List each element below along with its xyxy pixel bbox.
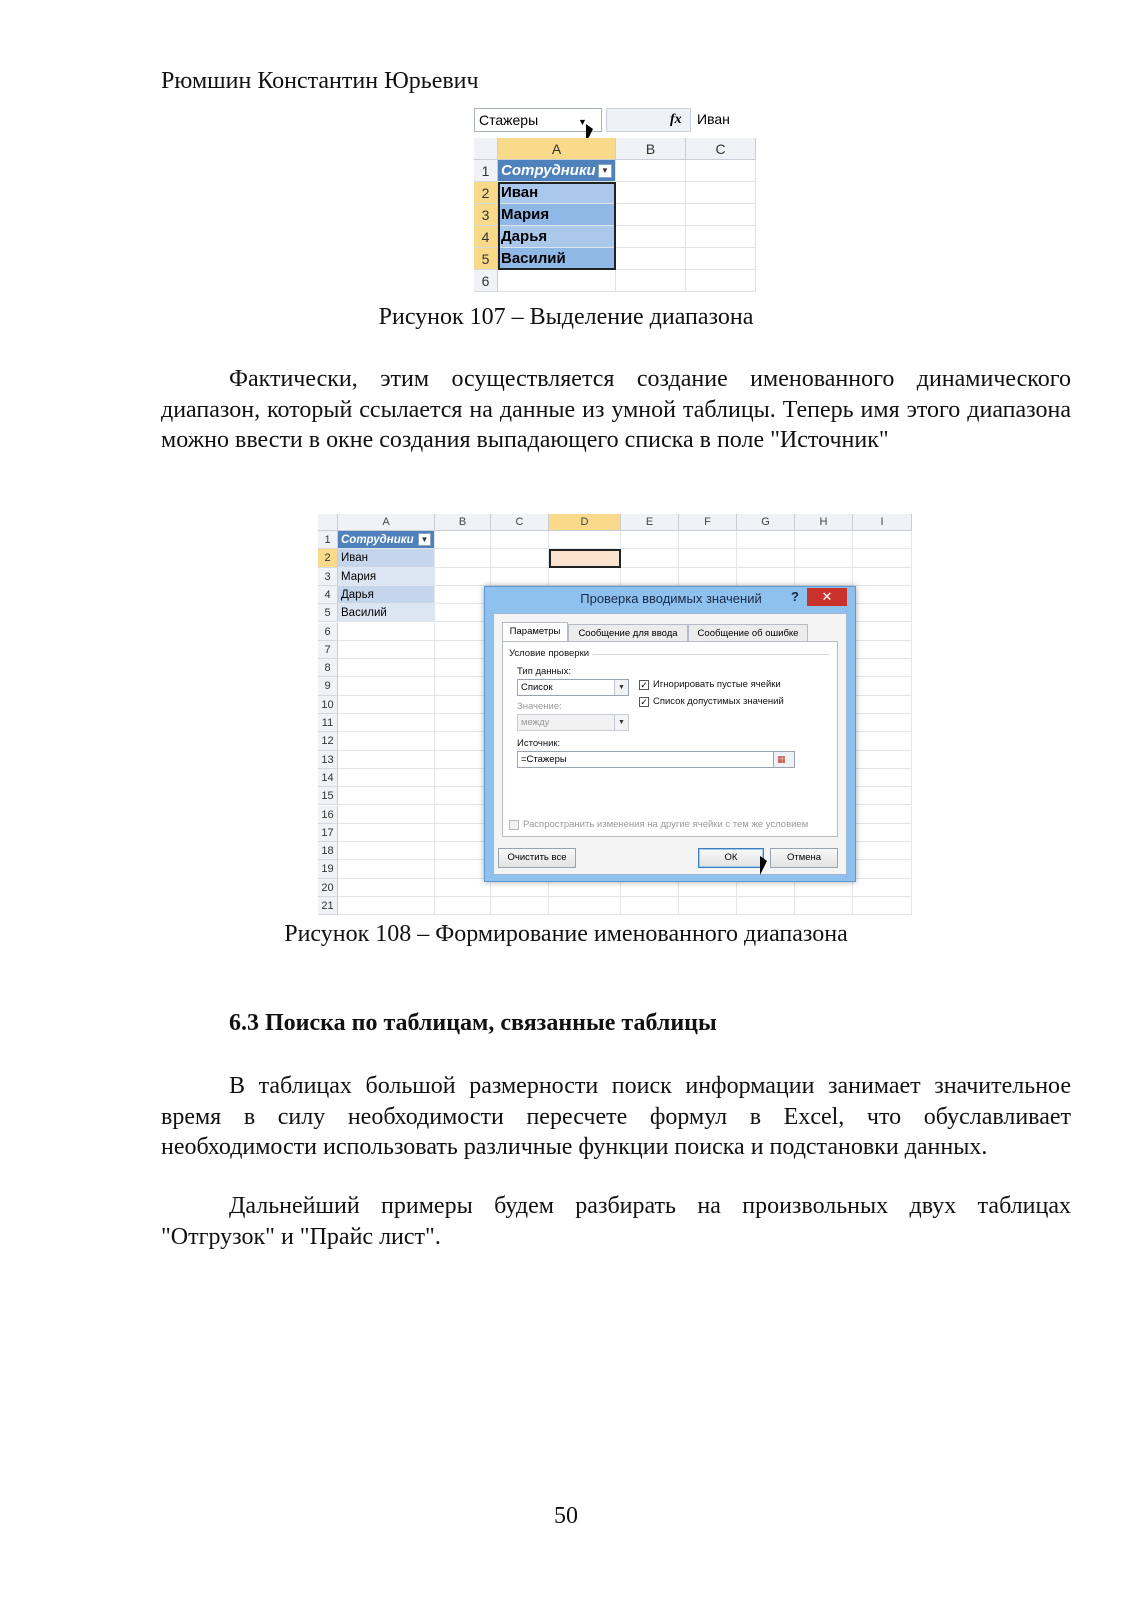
empty-cell[interactable] [435,751,491,769]
empty-cell[interactable] [853,677,912,695]
empty-cell[interactable] [853,787,912,805]
empty-cell[interactable] [435,714,491,732]
empty-cell[interactable] [491,549,549,567]
empty-cell[interactable] [795,549,853,567]
empty-cell[interactable] [338,842,435,860]
empty-cell[interactable] [616,204,686,226]
empty-cell[interactable] [338,677,435,695]
section-heading: 6.3 Поиска по таблицам, связанные таблицы [229,1010,717,1036]
empty-cell[interactable] [621,897,679,915]
empty-cell[interactable] [686,270,756,292]
filter-dropdown-icon[interactable]: ▼ [418,533,431,546]
table-cell[interactable]: Василий [498,248,616,270]
column-header-g[interactable]: G [737,514,795,531]
empty-cell[interactable] [679,531,737,549]
empty-cell[interactable] [435,641,491,659]
empty-cell[interactable] [853,842,912,860]
tab-error-message[interactable]: Сообщение об ошибке [688,624,808,641]
empty-cell[interactable] [616,248,686,270]
range-picker-icon[interactable]: ▦ [773,751,795,768]
empty-cell[interactable] [853,586,912,604]
empty-cell[interactable] [795,531,853,549]
empty-cell[interactable] [686,226,756,248]
empty-cell[interactable] [435,897,491,915]
empty-cell[interactable] [853,732,912,750]
figure-108-caption: Рисунок 108 – Формирование именованного диапазона [284,921,848,947]
empty-cell[interactable] [338,769,435,787]
row-header[interactable]: 11 [318,714,338,732]
empty-cell[interactable] [853,860,912,878]
column-header-h[interactable]: H [795,514,853,531]
empty-cell[interactable] [498,270,616,292]
empty-cell[interactable] [621,531,679,549]
empty-cell[interactable] [435,623,491,641]
row-header[interactable]: 15 [318,787,338,805]
empty-cell[interactable] [338,696,435,714]
empty-cell[interactable] [435,769,491,787]
row-header[interactable]: 4 [318,586,338,604]
column-header-d[interactable]: D [549,514,621,531]
row-header[interactable]: 19 [318,860,338,878]
empty-cell[interactable] [853,604,912,622]
empty-cell[interactable] [435,879,491,897]
empty-cell[interactable] [621,568,679,586]
source-input[interactable] [517,751,795,768]
row-header[interactable]: 8 [318,659,338,677]
empty-cell[interactable] [853,897,912,915]
row-header[interactable]: 21 [318,897,338,915]
row-header[interactable]: 3 [318,568,338,586]
ignore-blank-label: Игнорировать пустые ячейки [653,679,781,690]
select-all-corner[interactable] [474,138,498,160]
empty-cell[interactable] [679,549,737,567]
data-type-label: Тип данных: [517,666,572,677]
empty-cell[interactable] [338,751,435,769]
cancel-button[interactable]: Отмена [770,848,838,868]
data-type-select[interactable] [517,679,629,696]
empty-cell[interactable] [853,531,912,549]
empty-cell[interactable] [338,860,435,878]
empty-cell[interactable] [686,182,756,204]
empty-cell[interactable] [338,623,435,641]
table-cell[interactable]: Мария [338,568,435,586]
empty-cell[interactable] [338,824,435,842]
dropdown-list-checkbox[interactable]: ✓ [640,697,648,707]
row-header[interactable]: 4 [474,226,498,248]
empty-cell[interactable] [435,842,491,860]
figure-108-screenshot [318,514,912,928]
empty-cell[interactable] [853,623,912,641]
empty-cell[interactable] [338,897,435,915]
empty-cell[interactable] [338,879,435,897]
empty-cell[interactable] [549,568,621,586]
name-box-value: Стажеры [479,112,539,128]
row-header[interactable]: 13 [318,751,338,769]
fx-icon[interactable]: fx [670,112,682,127]
author-name: Рюмшин Константин Юрьевич [161,68,479,94]
data-type-value: Список [521,682,553,693]
empty-cell[interactable] [338,787,435,805]
group-divider [593,654,829,655]
column-header-c[interactable]: C [686,138,756,160]
row-header[interactable]: 7 [318,641,338,659]
row-header[interactable]: 18 [318,842,338,860]
table-cell[interactable]: Дарья [338,586,435,604]
row-header[interactable]: 5 [318,604,338,622]
row-header[interactable]: 9 [318,677,338,695]
empty-cell[interactable] [435,860,491,878]
empty-cell[interactable] [491,568,549,586]
table-cell[interactable]: Иван [498,182,616,204]
ok-button[interactable]: ОК [698,848,764,868]
empty-cell[interactable] [737,549,795,567]
row-header[interactable]: 6 [474,270,498,292]
propagate-label: Распространить изменения на другие ячейки с тем же условием [523,819,809,830]
row-header[interactable]: 6 [318,623,338,641]
chevron-down-icon[interactable]: ▼ [578,117,587,127]
dropdown-list-label: Список допустимых значений [653,696,784,707]
empty-cell[interactable] [853,824,912,842]
empty-cell[interactable] [549,897,621,915]
empty-cell[interactable] [338,659,435,677]
empty-cell[interactable] [338,714,435,732]
empty-cell[interactable] [435,677,491,695]
empty-cell[interactable] [853,549,912,567]
column-header-f[interactable]: F [679,514,737,531]
row-header[interactable]: 12 [318,732,338,750]
parameters-panel [502,641,838,837]
empty-cell[interactable] [795,897,853,915]
row-header[interactable]: 3 [474,204,498,226]
filter-dropdown-icon[interactable]: ▼ [598,164,612,178]
empty-cell[interactable] [435,604,491,622]
row-header[interactable]: 16 [318,806,338,824]
empty-cell[interactable] [435,696,491,714]
column-header-b[interactable]: B [616,138,686,160]
mouse-cursor-icon [760,856,767,875]
page-number: 50 [554,1503,578,1529]
chevron-down-icon: ▼ [614,680,628,695]
empty-cell[interactable] [686,160,756,182]
row-header[interactable]: 10 [318,696,338,714]
close-button[interactable]: ✕ [807,588,847,606]
data-validation-dialog [484,586,856,882]
tab-input-message[interactable]: Сообщение для ввода [568,624,688,641]
column-header-b[interactable]: B [435,514,491,531]
empty-cell[interactable] [853,806,912,824]
row-header[interactable]: 5 [474,248,498,270]
column-header-a[interactable]: A [338,514,435,531]
empty-cell[interactable] [435,549,491,567]
value-select [517,714,629,731]
ignore-blank-checkbox[interactable]: ✓ [640,680,648,690]
empty-cell[interactable] [338,732,435,750]
empty-cell[interactable] [338,641,435,659]
clear-all-button[interactable]: Очистить все [498,848,576,868]
empty-cell[interactable] [549,549,621,567]
empty-cell[interactable] [491,897,549,915]
row-header[interactable]: 17 [318,824,338,842]
table-header-cell[interactable]: Сотрудники [498,160,616,182]
empty-cell[interactable] [853,568,912,586]
row-header[interactable]: 20 [318,879,338,897]
tab-parameters[interactable]: Параметры [502,622,568,642]
column-header-i[interactable]: I [853,514,912,531]
empty-cell[interactable] [435,824,491,842]
empty-cell[interactable] [435,806,491,824]
table-cell[interactable]: Иван [338,549,435,567]
row-header[interactable]: 1 [318,531,338,549]
empty-cell[interactable] [737,531,795,549]
row-header[interactable]: 2 [474,182,498,204]
empty-cell[interactable] [737,568,795,586]
column-header-c[interactable]: C [491,514,549,531]
row-header[interactable]: 2 [318,549,338,567]
empty-cell[interactable] [435,586,491,604]
empty-cell[interactable] [435,568,491,586]
chevron-down-icon: ▼ [614,715,628,730]
help-button[interactable]: ? [791,589,799,604]
table-cell[interactable]: Василий [338,604,435,622]
value-select-value: между [521,717,550,728]
table-cell[interactable]: Дарья [498,226,616,248]
empty-cell[interactable] [679,897,737,915]
empty-cell[interactable] [616,226,686,248]
empty-cell[interactable] [616,182,686,204]
empty-cell[interactable] [435,787,491,805]
table-cell[interactable]: Мария [498,204,616,226]
empty-cell[interactable] [853,696,912,714]
paragraph-2: В таблицах большой размерности поиск информации занимает значительное время в силу необходимости пересчете формул в Excel, что обуславливает необходимости использовать различные функции поиска и подстановки данных. [161,1073,1071,1160]
empty-cell[interactable] [621,549,679,567]
figure-107-screenshot [474,106,756,302]
dialog-body [493,613,847,875]
figure-107-caption: Рисунок 107 – Выделение диапазона [378,304,754,330]
empty-cell[interactable] [737,897,795,915]
source-label: Источник: [517,738,561,749]
empty-cell[interactable] [686,248,756,270]
empty-cell[interactable] [853,879,912,897]
empty-cell[interactable] [679,568,737,586]
empty-cell[interactable] [435,531,491,549]
empty-cell[interactable] [491,531,549,549]
empty-cell[interactable] [616,270,686,292]
empty-cell[interactable] [435,659,491,677]
table-header-cell[interactable]: Сотрудники [338,531,435,549]
empty-cell[interactable] [853,769,912,787]
paragraph-1: Фактически, этим осуществляется создание именованного динамического диапазон, который ссылается на данные из умной таблицы. Теперь имя этого диапазона можно ввести в окне создания выпадающего списка в поле "Источник" [161,366,1071,453]
row-header[interactable]: 1 [474,160,498,182]
value-label: Значение: [517,701,562,712]
column-header-a[interactable]: A [498,138,616,160]
empty-cell[interactable] [616,160,686,182]
empty-cell[interactable] [853,751,912,769]
group-label: Условие проверки [509,648,590,659]
row-header[interactable]: 14 [318,769,338,787]
empty-cell[interactable] [338,806,435,824]
empty-cell[interactable] [853,641,912,659]
empty-cell[interactable] [549,531,621,549]
source-value: =Стажеры [521,754,567,765]
select-all-corner[interactable] [318,514,338,531]
empty-cell[interactable] [686,204,756,226]
empty-cell[interactable] [853,714,912,732]
empty-cell[interactable] [795,568,853,586]
formula-value[interactable]: Иван [690,108,756,132]
dialog-title: Проверка вводимых значений [580,591,762,606]
paragraph-3: Дальнейший примеры будем разбирать на произвольных двух таблицах "Отгрузок" и "Прайс лист". [161,1193,1071,1250]
propagate-checkbox [509,820,519,830]
empty-cell[interactable] [435,732,491,750]
empty-cell[interactable] [853,659,912,677]
selection-border [498,182,616,270]
column-header-e[interactable]: E [621,514,679,531]
